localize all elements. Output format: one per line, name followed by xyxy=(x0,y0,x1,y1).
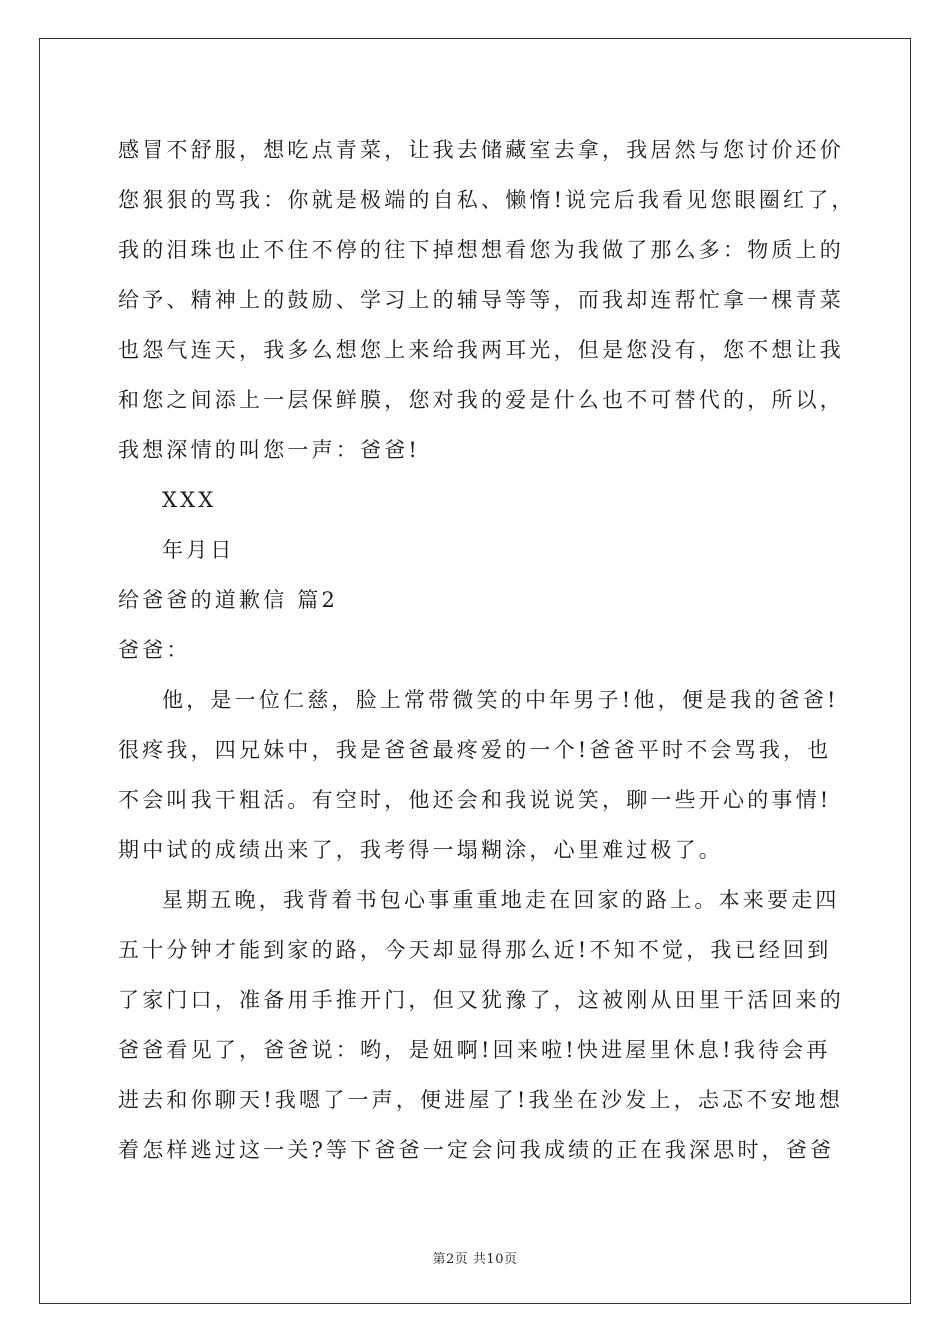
signature-date: 年月日 xyxy=(162,538,235,562)
text-line: 您狠狠的骂我：你就是极端的自私、懒惰!说完后我看见您眼圈红了， xyxy=(118,188,856,212)
text-line: 了家门口，准备用手推开门，但又犹豫了，这被刚从田里干活回来的 xyxy=(118,988,844,1012)
salutation: 爸爸： xyxy=(118,638,191,662)
text-line: 也怨气连天，我多么想您上来给我两耳光，但是您没有，您不想让我 xyxy=(118,338,844,362)
text-line: 我想深情的叫您一声：爸爸! xyxy=(118,438,421,462)
text-line: 很疼我，四兄妹中，我是爸爸最疼爱的一个!爸爸平时不会骂我，也 xyxy=(118,738,832,762)
signature-name: XXX xyxy=(162,488,217,512)
text-line: 他，是一位仁慈，脸上常带微笑的中年男子!他，便是我的爸爸! xyxy=(162,688,839,712)
text-line: 给予、精神上的鼓励、学习上的辅导等等，而我却连帮忙拿一棵青菜 xyxy=(118,288,844,312)
text-line: 星期五晚，我背着书包心事重重地走在回家的路上。本来要走四 xyxy=(162,888,840,912)
text-line: 不会叫我干粗活。有空时，他还会和我说说笑，聊一些开心的事情! xyxy=(118,788,832,812)
text-line: 我的泪珠也止不住不停的往下掉想想看您为我做了那么多：物质上的 xyxy=(118,238,844,262)
text-line: 着怎样逃过这一关?等下爸爸一定会问我成绩的正在我深思时，爸爸 xyxy=(118,1138,835,1162)
page-number-footer: 第2页 共10页 xyxy=(432,1252,518,1267)
text-line: 五十分钟才能到家的路，今天却显得那么近!不知不觉，我已经回到 xyxy=(118,938,832,962)
text-line: 和您之间添上一层保鲜膜，您对我的爱是什么也不可替代的，所以， xyxy=(118,388,844,412)
text-line: 期中试的成绩出来了，我考得一塌糊涂，心里难过极了。 xyxy=(118,838,723,862)
page-border xyxy=(39,38,911,1304)
text-line: 感冒不舒服，想吃点青菜，让我去储藏室去拿，我居然与您讨价还价 xyxy=(118,138,844,162)
text-line: 进去和你聊天!我嗯了一声，便进屋了!我坐在沙发上，忐忑不安地想 xyxy=(118,1088,844,1112)
section-heading: 给爸爸的道歉信 篇2 xyxy=(118,588,339,612)
text-line: 爸爸看见了，爸爸说：哟，是妞啊!回来啦!快进屋里休息!我待会再 xyxy=(118,1038,831,1062)
